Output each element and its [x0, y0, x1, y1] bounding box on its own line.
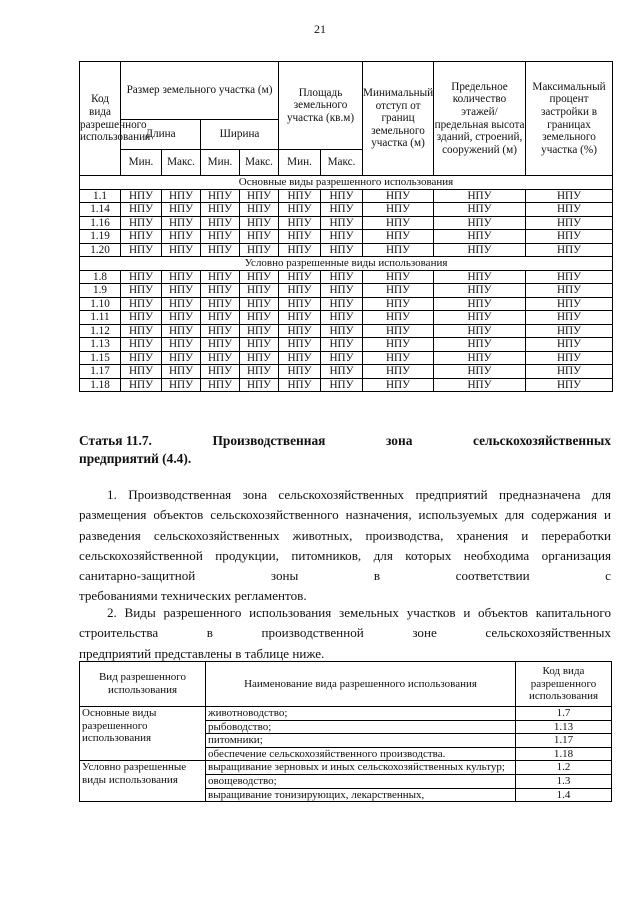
article-title-word-3: сельскохозяйственных: [473, 433, 611, 448]
table-cell: НПУ: [363, 338, 434, 352]
table-cell: НПУ: [162, 351, 201, 365]
table-cell: НПУ: [279, 230, 321, 244]
table-cell: НПУ: [526, 243, 613, 257]
table-cell: НПУ: [526, 189, 613, 203]
table-cell: НПУ: [121, 338, 162, 352]
table-cell: НПУ: [434, 338, 526, 352]
table-cell: НПУ: [201, 297, 240, 311]
table-row: [80, 707, 612, 721]
table-cell: НПУ: [321, 284, 363, 298]
usage-name: питомники;: [206, 734, 516, 748]
table-row: [80, 189, 613, 203]
table-cell: НПУ: [526, 324, 613, 338]
table-cell: НПУ: [279, 338, 321, 352]
table-cell: НПУ: [201, 230, 240, 244]
header-width: Ширина: [201, 120, 279, 150]
table-cell: НПУ: [526, 311, 613, 325]
table-cell: НПУ: [240, 270, 279, 284]
table-cell: НПУ: [121, 365, 162, 379]
table-cell: НПУ: [526, 378, 613, 392]
table-cell: НПУ: [121, 324, 162, 338]
row-code: 1.17: [80, 365, 121, 379]
table-cell: НПУ: [121, 311, 162, 325]
table-cell: НПУ: [279, 284, 321, 298]
table-cell: НПУ: [321, 203, 363, 217]
table-cell: НПУ: [434, 365, 526, 379]
header-length-max: Макс.: [162, 150, 201, 176]
table-cell: НПУ: [279, 189, 321, 203]
table-cell: НПУ: [363, 270, 434, 284]
table-cell: НПУ: [363, 311, 434, 325]
table-cell: НПУ: [201, 203, 240, 217]
table-row: [80, 230, 613, 244]
table-cell: НПУ: [526, 284, 613, 298]
table-cell: НПУ: [434, 216, 526, 230]
table-row: [80, 311, 613, 325]
article-title-word-1: Производственная: [212, 433, 326, 448]
row-code: 1.12: [80, 324, 121, 338]
header-code: Код вида разрешенного использования: [80, 62, 121, 176]
table-cell: НПУ: [279, 378, 321, 392]
table-cell: НПУ: [121, 351, 162, 365]
table-cell: НПУ: [279, 297, 321, 311]
header-area-max: Макс.: [321, 150, 363, 176]
table-cell: НПУ: [434, 270, 526, 284]
section-title: Основные виды разрешенного использования: [80, 176, 613, 190]
table-cell: НПУ: [321, 324, 363, 338]
header-area-min: Мин.: [279, 150, 321, 176]
table-cell: НПУ: [279, 270, 321, 284]
table-cell: НПУ: [526, 216, 613, 230]
section-row: [80, 257, 613, 271]
table-cell: НПУ: [201, 311, 240, 325]
table-cell: НПУ: [321, 311, 363, 325]
table-cell: НПУ: [201, 365, 240, 379]
table-cell: НПУ: [363, 324, 434, 338]
table-cell: НПУ: [121, 216, 162, 230]
table-cell: НПУ: [201, 270, 240, 284]
table-cell: НПУ: [121, 243, 162, 257]
table-cell: НПУ: [321, 365, 363, 379]
row-code: 1.13: [80, 338, 121, 352]
row-code: 1.11: [80, 311, 121, 325]
row-code: 1.18: [80, 378, 121, 392]
table-cell: НПУ: [279, 351, 321, 365]
table-cell: НПУ: [240, 338, 279, 352]
table-cell: НПУ: [240, 378, 279, 392]
usage-name: животноводство;: [206, 707, 516, 721]
paragraph-2-body: 2. Виды разрешенного использования земельных участков и объектов капитального строительства в производственной зоне сельскохозяйственных: [79, 605, 611, 641]
table-row: [80, 284, 613, 298]
table-cell: НПУ: [240, 365, 279, 379]
table-cell: НПУ: [240, 311, 279, 325]
table-cell: НПУ: [121, 189, 162, 203]
table-cell: НПУ: [201, 284, 240, 298]
article-number: Статья 11.7.: [79, 433, 152, 448]
table-cell: НПУ: [121, 230, 162, 244]
table-cell: НПУ: [363, 189, 434, 203]
table-cell: НПУ: [201, 324, 240, 338]
header-width-max: Макс.: [240, 150, 279, 176]
row-code: 1.20: [80, 243, 121, 257]
table-row: [80, 761, 612, 775]
usage-types-table: [79, 661, 612, 802]
table-cell: НПУ: [321, 270, 363, 284]
usage-code: 1.7: [516, 707, 612, 721]
section-row: [80, 176, 613, 190]
table-cell: НПУ: [240, 324, 279, 338]
table-cell: НПУ: [321, 189, 363, 203]
table-cell: НПУ: [363, 203, 434, 217]
table-cell: НПУ: [240, 216, 279, 230]
table-cell: НПУ: [434, 324, 526, 338]
usage-code: 1.3: [516, 774, 612, 788]
table-cell: НПУ: [363, 230, 434, 244]
table-cell: НПУ: [201, 189, 240, 203]
table-cell: НПУ: [434, 243, 526, 257]
usage-name: выращивание тонизирующих, лекарственных,: [206, 788, 516, 802]
table-cell: НПУ: [434, 351, 526, 365]
table-cell: НПУ: [201, 216, 240, 230]
table-cell: НПУ: [201, 243, 240, 257]
row-code: 1.15: [80, 351, 121, 365]
paragraph-1-last-line: требованиями технических регламентов.: [79, 588, 307, 604]
table-row: [80, 324, 613, 338]
row-code: 1.14: [80, 203, 121, 217]
table-cell: НПУ: [363, 297, 434, 311]
table-cell: НПУ: [162, 189, 201, 203]
usage-name: обеспечение сельскохозяйственного производства.: [206, 747, 516, 761]
table-cell: НПУ: [121, 203, 162, 217]
table-cell: НПУ: [363, 284, 434, 298]
table-cell: НПУ: [162, 324, 201, 338]
table-row: [80, 378, 613, 392]
table-cell: НПУ: [363, 365, 434, 379]
table-cell: НПУ: [162, 216, 201, 230]
table-row: [80, 243, 613, 257]
table-cell: НПУ: [279, 311, 321, 325]
row-code: 1.19: [80, 230, 121, 244]
table-cell: НПУ: [162, 297, 201, 311]
section-title: Условно разрешенные виды использования: [80, 257, 613, 271]
usage-group-label: Условно разрешенные виды использования: [80, 761, 206, 802]
table-cell: НПУ: [240, 297, 279, 311]
table-cell: НПУ: [240, 351, 279, 365]
header-size: Размер земельного участка (м): [121, 62, 279, 120]
table-cell: НПУ: [201, 338, 240, 352]
table-cell: НПУ: [434, 297, 526, 311]
row-code: 1.10: [80, 297, 121, 311]
table-cell: НПУ: [240, 203, 279, 217]
usage-name: овощеводство;: [206, 774, 516, 788]
table-cell: НПУ: [526, 203, 613, 217]
table-cell: НПУ: [162, 284, 201, 298]
table-cell: НПУ: [162, 243, 201, 257]
header-usage-name: Наименование вида разрешенного использования: [206, 662, 516, 707]
table-cell: НПУ: [240, 243, 279, 257]
table-cell: НПУ: [363, 243, 434, 257]
table-cell: НПУ: [279, 324, 321, 338]
paragraph-2-last-line: предприятий представлены в таблице ниже.: [79, 645, 325, 661]
table-cell: НПУ: [434, 378, 526, 392]
table-cell: НПУ: [434, 230, 526, 244]
row-code: 1.8: [80, 270, 121, 284]
table-cell: НПУ: [321, 338, 363, 352]
page-number: 21: [314, 22, 326, 36]
article-title-line-2: предприятий (4.4).: [79, 451, 192, 466]
table-cell: НПУ: [434, 311, 526, 325]
paragraph-2: [79, 603, 611, 664]
header-usage-code: Код вида разрешенного использования: [516, 662, 612, 707]
table-cell: НПУ: [162, 203, 201, 217]
paragraph-1-body: 1. Производственная зона сельскохозяйственных предприятий предназначена для размещения объектов сельскохозяйственного назначения, используемых для содержания и разведения сельскохозяйственных животных, производства, хранения и переработки сельскохозяйственной продукции, питомников, для которых необходима организация санитарно-защитной зоны в соответствии с: [79, 487, 611, 584]
table-row: [80, 365, 613, 379]
usage-code: 1.4: [516, 788, 612, 802]
table-cell: НПУ: [434, 189, 526, 203]
table-cell: НПУ: [279, 365, 321, 379]
table-cell: НПУ: [526, 365, 613, 379]
header-floors: Предельное количество этажей/ предельная высота зданий, строений, сооружений (м): [434, 62, 526, 176]
table-cell: НПУ: [162, 365, 201, 379]
table-cell: НПУ: [321, 230, 363, 244]
table-cell: НПУ: [526, 230, 613, 244]
table-row: [80, 338, 613, 352]
table-cell: НПУ: [162, 338, 201, 352]
usage-group-label: Основные виды разрешенного использования: [80, 707, 206, 761]
table-cell: НПУ: [434, 284, 526, 298]
table-cell: НПУ: [526, 270, 613, 284]
table-cell: НПУ: [321, 378, 363, 392]
table-cell: НПУ: [240, 189, 279, 203]
usage-code: 1.13: [516, 720, 612, 734]
header-percent: Максимальный процент застройки в границах земельного участка (%): [526, 62, 613, 176]
header-length: Длина: [121, 120, 201, 150]
table-cell: НПУ: [434, 203, 526, 217]
table-cell: НПУ: [279, 216, 321, 230]
table-cell: НПУ: [279, 203, 321, 217]
table-cell: НПУ: [363, 351, 434, 365]
table-cell: НПУ: [121, 297, 162, 311]
table-cell: НПУ: [240, 230, 279, 244]
table-row: [80, 351, 613, 365]
table-cell: НПУ: [201, 378, 240, 392]
table-cell: НПУ: [321, 297, 363, 311]
table-cell: НПУ: [363, 378, 434, 392]
usage-types-body: [80, 707, 612, 802]
header-width-min: Мин.: [201, 150, 240, 176]
table-cell: НПУ: [279, 243, 321, 257]
table-cell: НПУ: [240, 284, 279, 298]
table-row: [80, 297, 613, 311]
usage-code: 1.17: [516, 734, 612, 748]
usage-name: выращивание зерновых и иных сельскохозяйственных культур;: [206, 761, 516, 775]
table-row: [80, 270, 613, 284]
row-code: 1.16: [80, 216, 121, 230]
table-cell: НПУ: [526, 297, 613, 311]
paragraph-1: [79, 485, 611, 607]
table-cell: НПУ: [363, 216, 434, 230]
land-parameters-body: [80, 176, 613, 392]
row-code: 1.9: [80, 284, 121, 298]
table-cell: НПУ: [162, 378, 201, 392]
usage-name: рыбоводство;: [206, 720, 516, 734]
table-cell: НПУ: [201, 351, 240, 365]
usage-code: 1.18: [516, 747, 612, 761]
table-cell: НПУ: [121, 270, 162, 284]
article-heading: [79, 432, 611, 468]
header-indent: Минимальный отступ от границ земельного участка (м): [363, 62, 434, 176]
table-cell: НПУ: [162, 270, 201, 284]
header-length-min: Мин.: [121, 150, 162, 176]
table-cell: НПУ: [321, 216, 363, 230]
table-cell: НПУ: [321, 243, 363, 257]
article-title-word-2: зона: [386, 433, 413, 448]
table-cell: НПУ: [526, 338, 613, 352]
row-code: 1.1: [80, 189, 121, 203]
table-row: [80, 203, 613, 217]
land-parameters-table: [79, 61, 613, 392]
table-cell: НПУ: [121, 284, 162, 298]
table-cell: НПУ: [162, 230, 201, 244]
table-row: [80, 216, 613, 230]
table-cell: НПУ: [121, 378, 162, 392]
table-cell: НПУ: [162, 311, 201, 325]
usage-code: 1.2: [516, 761, 612, 775]
header-usage-type: Вид разрешенного использования: [80, 662, 206, 707]
table-cell: НПУ: [526, 351, 613, 365]
header-area: Площадь земельного участка (кв.м): [279, 62, 363, 150]
table-cell: НПУ: [321, 351, 363, 365]
